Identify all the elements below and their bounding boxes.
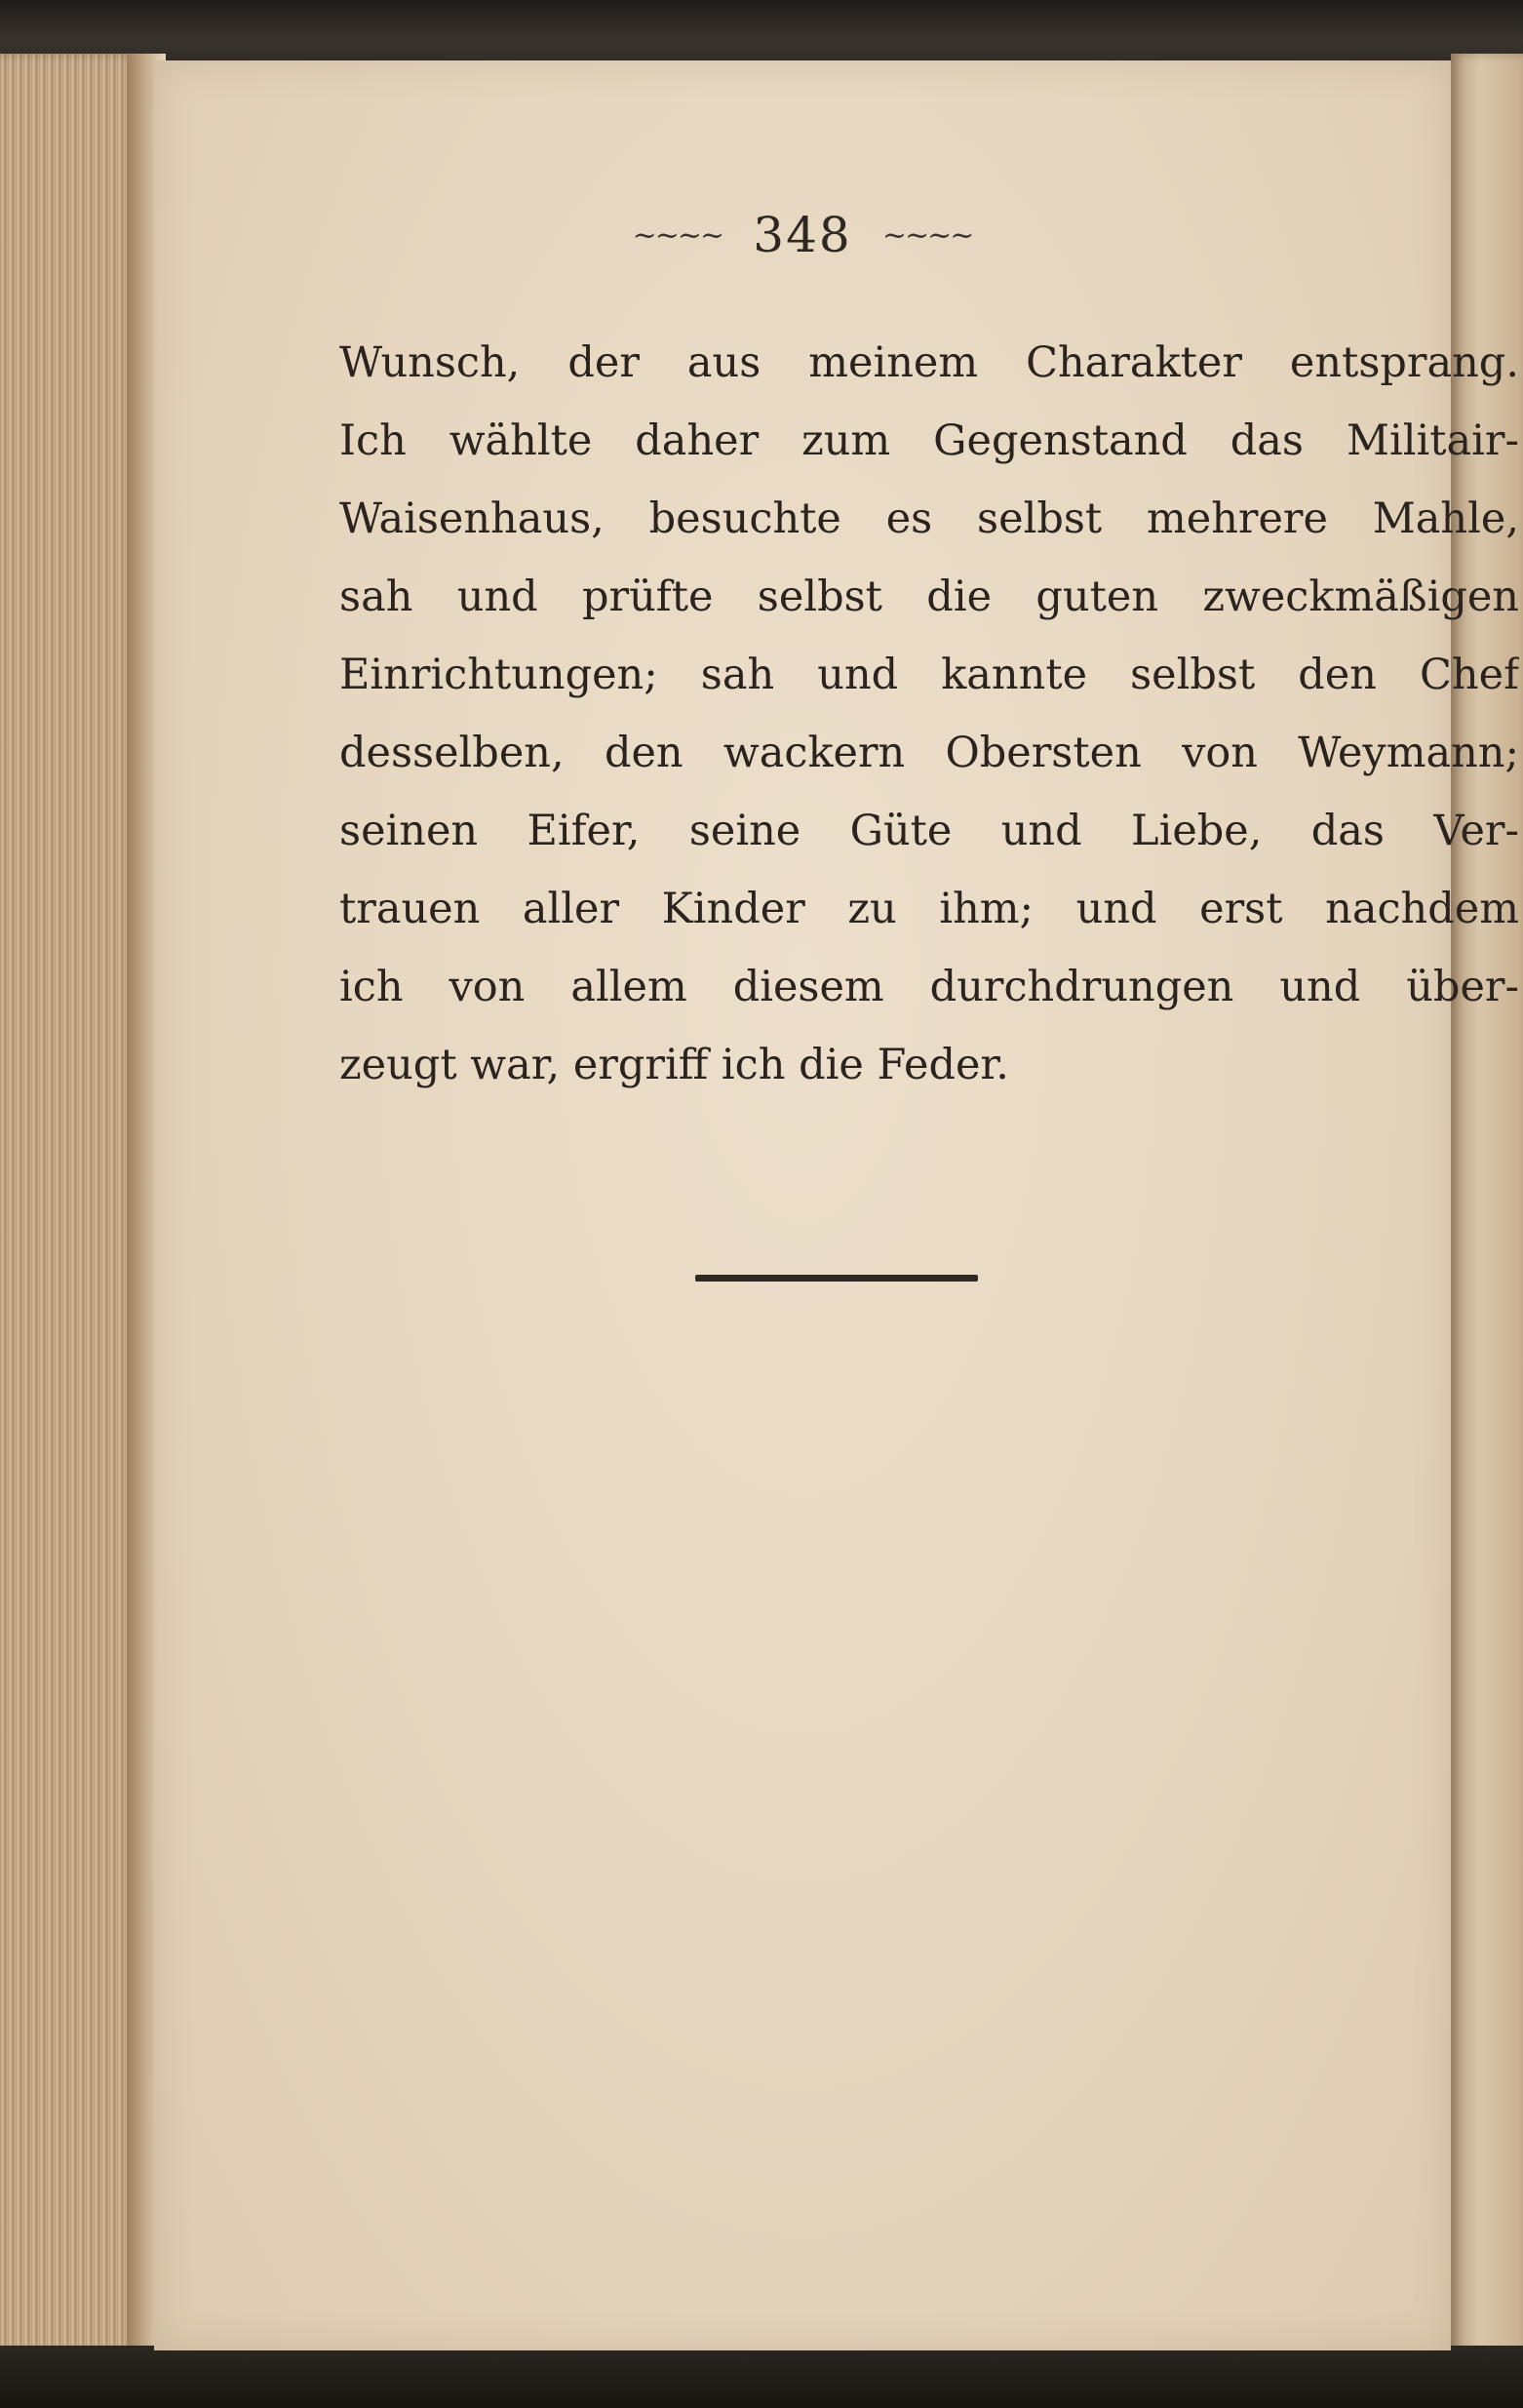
header-ornament-right: ~~~~ (881, 217, 973, 253)
text-line: Ich wählte daher zum Gegenstand das Militair- (339, 416, 1519, 465)
page-header (154, 207, 1451, 263)
text-line: seinen Eifer, seine Güte und Liebe, das Ver- (339, 807, 1519, 855)
page-number: 348 (753, 207, 852, 263)
book-page (154, 60, 1519, 2350)
text-line: ich von allem diesem durchdrungen und über- (339, 963, 1519, 1011)
text-line: zeugt war, ergriff ich die Feder. (339, 1041, 1009, 1089)
text-line: trauen aller Kinder zu ihm; und erst nachdem (339, 885, 1519, 933)
text-line: Wunsch, der aus meinem Charakter entsprang. (339, 338, 1519, 387)
header-ornament-left: ~~~~ (632, 217, 723, 253)
body-text (339, 324, 1519, 1104)
text-line: Einrichtungen; sah und kannte selbst den Chef (339, 651, 1519, 699)
book-binding-top (0, 0, 1523, 68)
book-binding-bottom (0, 2346, 1523, 2408)
text-line: Waisenhaus, besuchte es selbst mehrere Mahle, (339, 494, 1519, 543)
text-line: desselben, den wackern Obersten von Weymann; (339, 729, 1519, 777)
text-line: sah und prüfte selbst die guten zweckmäßigen (339, 572, 1519, 621)
end-rule-divider (695, 1275, 978, 1282)
